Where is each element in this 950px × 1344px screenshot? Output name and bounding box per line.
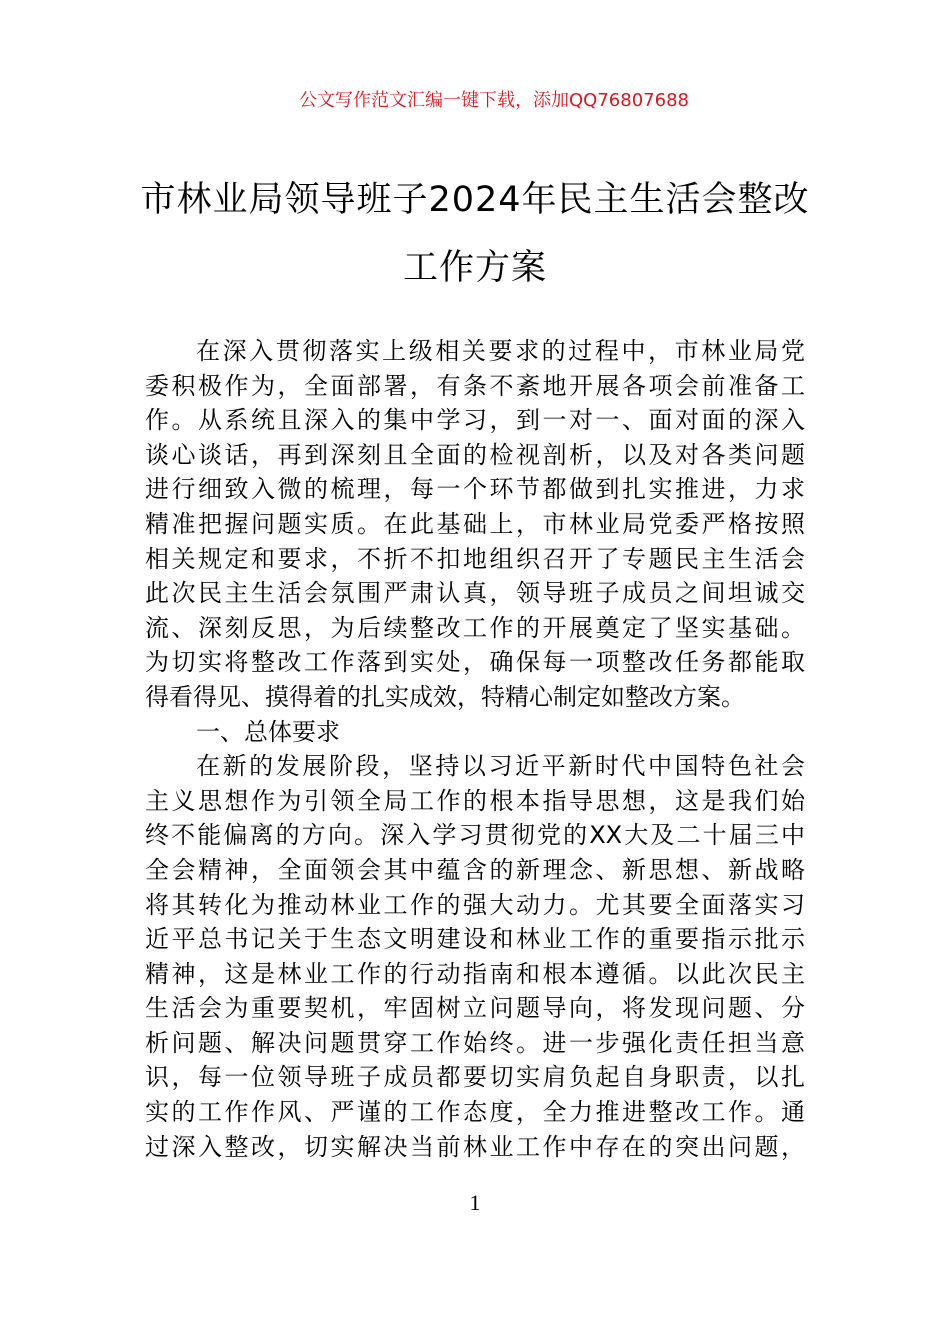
body-text-line: 流、深刻反思，为后续整改工作的开展奠定了坚实基础。 <box>145 613 805 642</box>
page-number: 1 <box>469 1190 481 1215</box>
body-text-line: 为切实将整改工作落到实处，确保每一项整改任务都能取 <box>145 648 805 677</box>
document-body <box>145 334 805 1164</box>
body-text-line: 过深入整改，切实解决当前林业工作中存在的突出问题， <box>145 1132 805 1161</box>
body-text-line: 谈心谈话，再到深刻且全面的检视剖析，以及对各类问题 <box>145 440 805 469</box>
body-text-line: 在深入贯彻落实上级相关要求的过程中，市林业局党 <box>196 337 805 365</box>
body-text-line: 委积极作为，全面部署，有条不紊地开展各项会前准备工 <box>145 371 805 400</box>
body-text-line: 作。从系统且深入的集中学习，到一对一、面对面的深入 <box>145 406 805 435</box>
body-text-line: 在新的发展阶段，坚持以习近平新时代中国特色社会 <box>196 752 805 781</box>
body-text-line: 相关规定和要求，不折不扣地组织召开了专题民主生活会 <box>145 544 805 573</box>
body-text-line: 将其转化为推动林业工作的强大动力。尤其要全面落实习 <box>145 890 805 919</box>
body-text-line: 精神，这是林业工作的行动指南和根本遵循。以此次民主 <box>145 959 805 988</box>
section-heading: 一、总体要求 <box>196 717 340 746</box>
body-text-line: 进行细致入微的梳理，每一个环节都做到扎实推进，力求 <box>145 475 805 504</box>
body-text-line: 全会精神，全面领会其中蕴含的新理念、新思想、新战略 <box>145 855 805 884</box>
body-text-line: 实的工作作风、严谨的工作态度，全力推进整改工作。通 <box>145 1098 805 1127</box>
body-text-line: 析问题、解决问题贯穿工作始终。进一步强化责任担当意 <box>145 1028 805 1057</box>
body-text-line: 生活会为重要契机，牢固树立问题导向，将发现问题、分 <box>145 994 805 1023</box>
document-title-line-1: 市林业局领导班子2024年民主生活会整改 <box>140 180 810 220</box>
body-text-line: 得看得见、摸得着的扎实成效，特精心制定如整改方案。 <box>145 682 745 711</box>
body-text-line: 主义思想作为引领全局工作的根本指导思想，这是我们始 <box>145 786 805 815</box>
download-promo-header: 公文写作范文汇编一键下载，添加QQ76807688 <box>299 90 689 111</box>
body-text-line: 此次民主生活会氛围严肃认真，领导班子成员之间坦诚交 <box>145 579 805 608</box>
document-title-line-2: 工作方案 <box>402 248 547 288</box>
body-text-line: 识，每一位领导班子成员都要切实肩负起自身职责，以扎 <box>145 1063 805 1092</box>
body-text-line: 近平总书记关于生态文明建设和林业工作的重要指示批示 <box>145 925 805 954</box>
body-text-line: 精准把握问题实质。在此基础上，市林业局党委严格按照 <box>145 509 805 538</box>
body-text-line: 终不能偏离的方向。深入学习贯彻党的XX大及二十届三中 <box>145 821 805 850</box>
